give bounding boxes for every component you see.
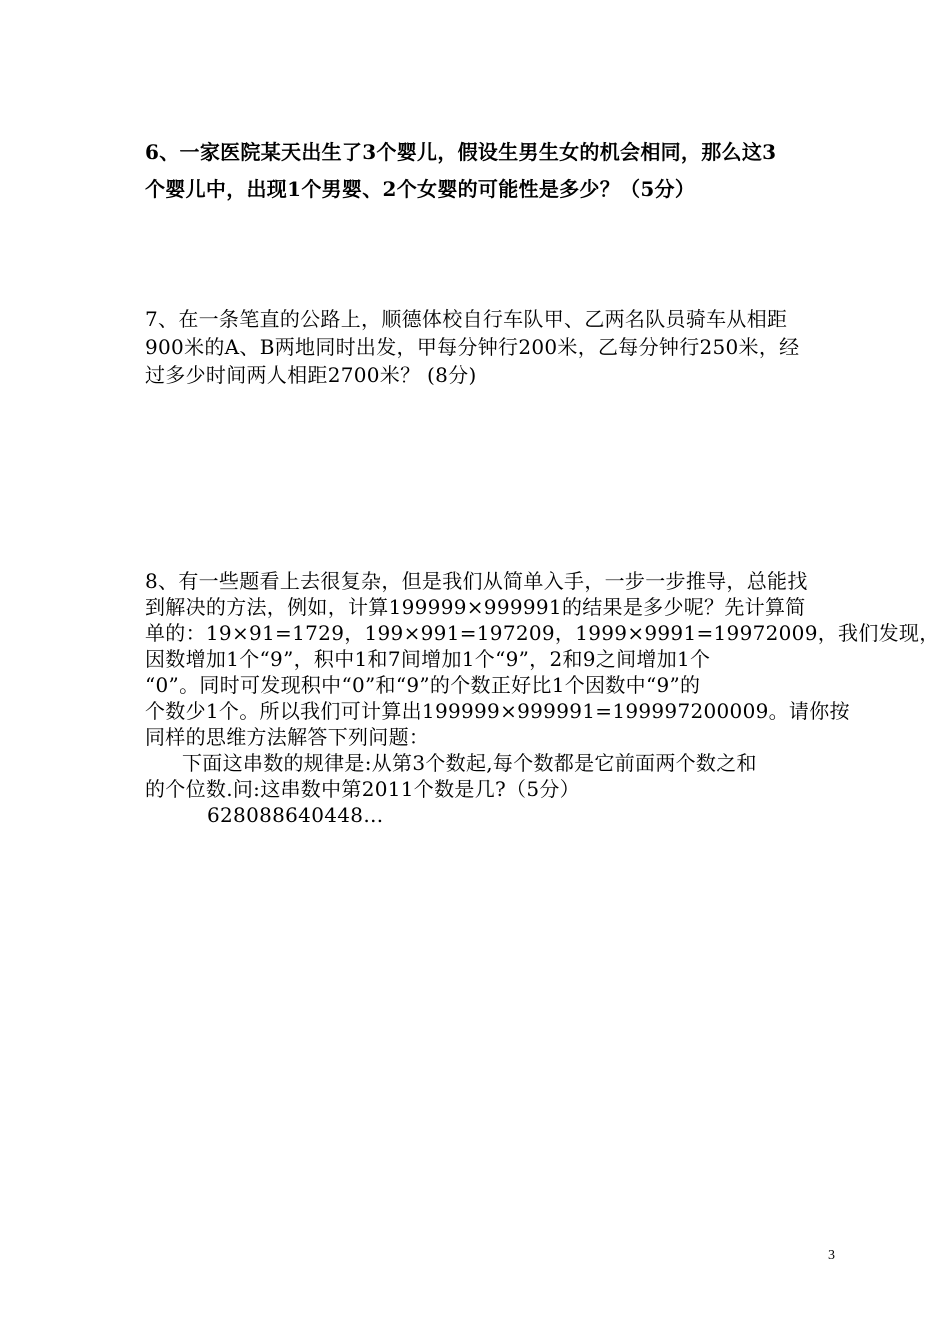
page-number: 3 [828, 1248, 835, 1263]
question-7-line: 7、在一条笔直的公路上，顺德体校自行车队甲、乙两名队员骑车从相距 [145, 307, 788, 331]
number-sequence: 628088640448… [207, 803, 384, 827]
question-8-line: 单的：19×91=1729，199×991=197209，1999×9991=19972009，我们发现， [145, 621, 940, 645]
question-8-line: “0”。同时可发现积中“0”和“9”的个数正好比1个因数中“9”的 [145, 673, 701, 697]
question-8 [145, 568, 940, 828]
question-8-line: 因数增加1个“9”，积中1和7间增加1个“9”，2和9之间增加1个 [145, 647, 711, 671]
question-8-line: 到解决的方法，例如，计算199999×999991的结果是多少呢？先计算简 [145, 595, 806, 619]
question-7-line: 900米的A、B两地同时出发，甲每分钟行200米，乙每分钟行250米，经 [145, 335, 800, 359]
question-8-task-line: 下面这串数的规律是:从第3个数起,每个数都是它前面两个数之和 [182, 751, 757, 775]
question-6 [145, 134, 845, 208]
question-7-line: 过多少时间两人相距2700米？ (8分) [145, 363, 477, 387]
question-8-task-line: 的个位数.问:这串数中第2011个数是几?（5分） [145, 777, 580, 801]
question-7 [145, 305, 845, 389]
question-6-line: 6、一家医院某天出生了3个婴儿，假设生男生女的机会相同，那么这3 [145, 140, 777, 164]
question-8-line: 个数少1个。所以我们可计算出199999×999991=199997200009。请你按 [145, 699, 850, 723]
question-8-line: 8、有一些题看上去很复杂，但是我们从简单入手，一步一步推导，总能找 [145, 569, 808, 593]
question-8-line: 同样的思维方法解答下列问题： [145, 725, 430, 749]
question-6-line: 个婴儿中，出现1个男婴、2个女婴的可能性是多少？（5分） [145, 177, 696, 201]
